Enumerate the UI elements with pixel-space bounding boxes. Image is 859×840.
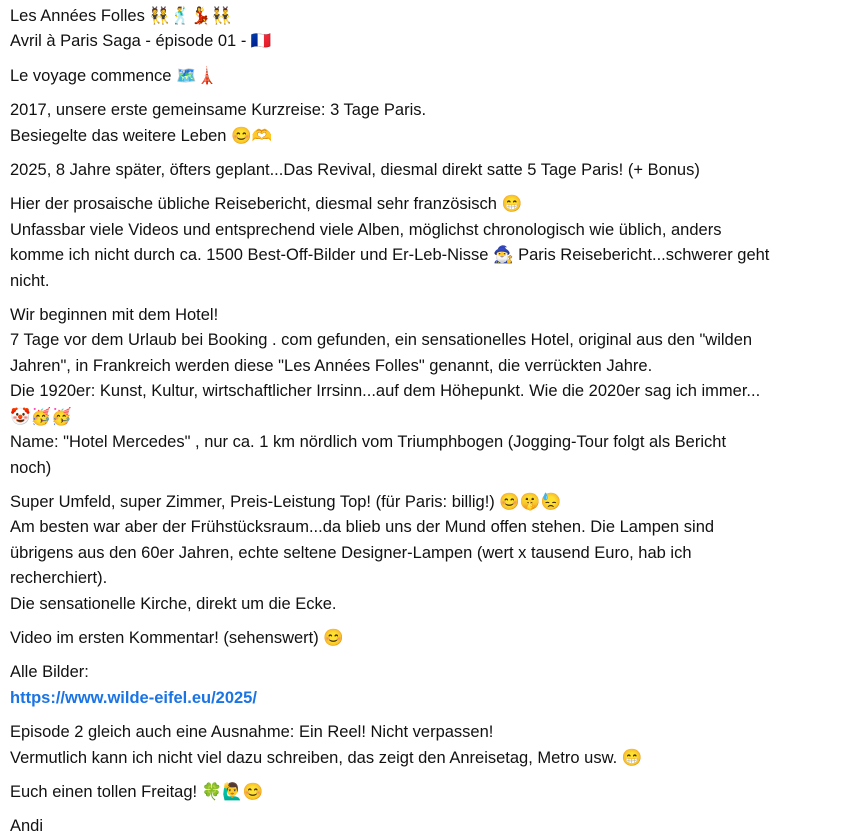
post-line: Besiegelte das weitere Leben 😊🫶: [10, 126, 273, 145]
post-line: Hier der prosaische übliche Reisebericht, diesmal sehr französisch 😁: [10, 195, 523, 214]
post-line: Episode 2 gleich auch eine Ausnahme: Ein Reel! Nicht verpassen!: [10, 723, 494, 742]
post-line: Wir beginnen mit dem Hotel!: [10, 306, 219, 325]
post-paragraph: [10, 720, 851, 771]
post-line: Le voyage commence 🗺️🗼: [10, 66, 218, 85]
post-paragraph: [10, 490, 851, 617]
post-line: Andi: [10, 817, 44, 836]
post-line: Euch einen tollen Freitag! 🍀🙋‍♂️😊: [10, 782, 264, 801]
post-line: nicht.: [10, 271, 50, 290]
post-line: Video im ersten Kommentar! (sehenswert) 😊: [10, 628, 344, 647]
post-line: komme ich nicht durch ca. 1500 Best-Off-Bilder und Er-Leb-Nisse 🧙‍♂️ Paris Reisebericht...schwerer geht: [10, 246, 770, 265]
post-line: 🤡🥳🥳: [10, 407, 72, 426]
post-link[interactable]: https://www.wilde-eifel.eu/2025/: [10, 688, 257, 707]
post-line: Unfassbar viele Videos und entsprechend viele Alben, möglichst chronologisch wie üblich, anders: [10, 220, 722, 239]
post-line: Super Umfeld, super Zimmer, Preis-Leistung Top! (für Paris: billig!) 😊🤫😓: [10, 492, 562, 511]
post-paragraph: [10, 780, 851, 805]
post-line: 2017, unsere erste gemeinsame Kurzreise: 3 Tage Paris.: [10, 101, 427, 120]
post-paragraph: [10, 660, 851, 711]
post-line: Name: "Hotel Mercedes" , nur ca. 1 km nördlich vom Triumphbogen (Jogging-Tour folgt als Bericht: [10, 433, 727, 452]
post-line: Die 1920er: Kunst, Kultur, wirtschaftlicher Irrsinn...auf dem Höhepunkt. Wie die 2020er sag ich immer...: [10, 382, 761, 401]
post-line: recherchiert).: [10, 569, 108, 588]
post-line: Die sensationelle Kirche, direkt um die Ecke.: [10, 594, 337, 613]
post-line: Vermutlich kann ich nicht viel dazu schreiben, das zeigt den Anreisetag, Metro usw. 😁: [10, 748, 643, 767]
post-paragraph: [10, 64, 851, 89]
post-paragraph: [10, 4, 851, 55]
post-paragraph: [10, 814, 851, 839]
post-line: Am besten war aber der Frühstücksraum...da blieb uns der Mund offen stehen. Die Lampen sind: [10, 518, 715, 537]
post-line: noch): [10, 458, 52, 477]
post-line: Jahren", in Frankreich werden diese "Les Années Folles" genannt, die verrückten Jahre.: [10, 356, 653, 375]
post-paragraph: [10, 626, 851, 651]
post-line: 7 Tage vor dem Urlaub bei Booking . com gefunden, ein sensationelles Hotel, original aus den "wilden: [10, 331, 753, 350]
post-line: übrigens aus den 60er Jahren, echte seltene Designer-Lampen (wert x tausend Euro, hab ich: [10, 543, 692, 562]
post-paragraph: [10, 158, 851, 183]
post-line: Alle Bilder:: [10, 663, 89, 682]
post-paragraph: [10, 98, 851, 149]
post-line: Avril à Paris Saga - épisode 01 - 🇫🇷: [10, 32, 272, 51]
post-line: 2025, 8 Jahre später, öfters geplant...Das Revival, diesmal direkt satte 5 Tage Paris! (+ Bonus): [10, 161, 700, 180]
post-line: Les Années Folles 👯🕺💃👯‍♂️: [10, 7, 232, 25]
post-paragraph: [10, 303, 851, 481]
post-paragraph: [10, 192, 851, 294]
